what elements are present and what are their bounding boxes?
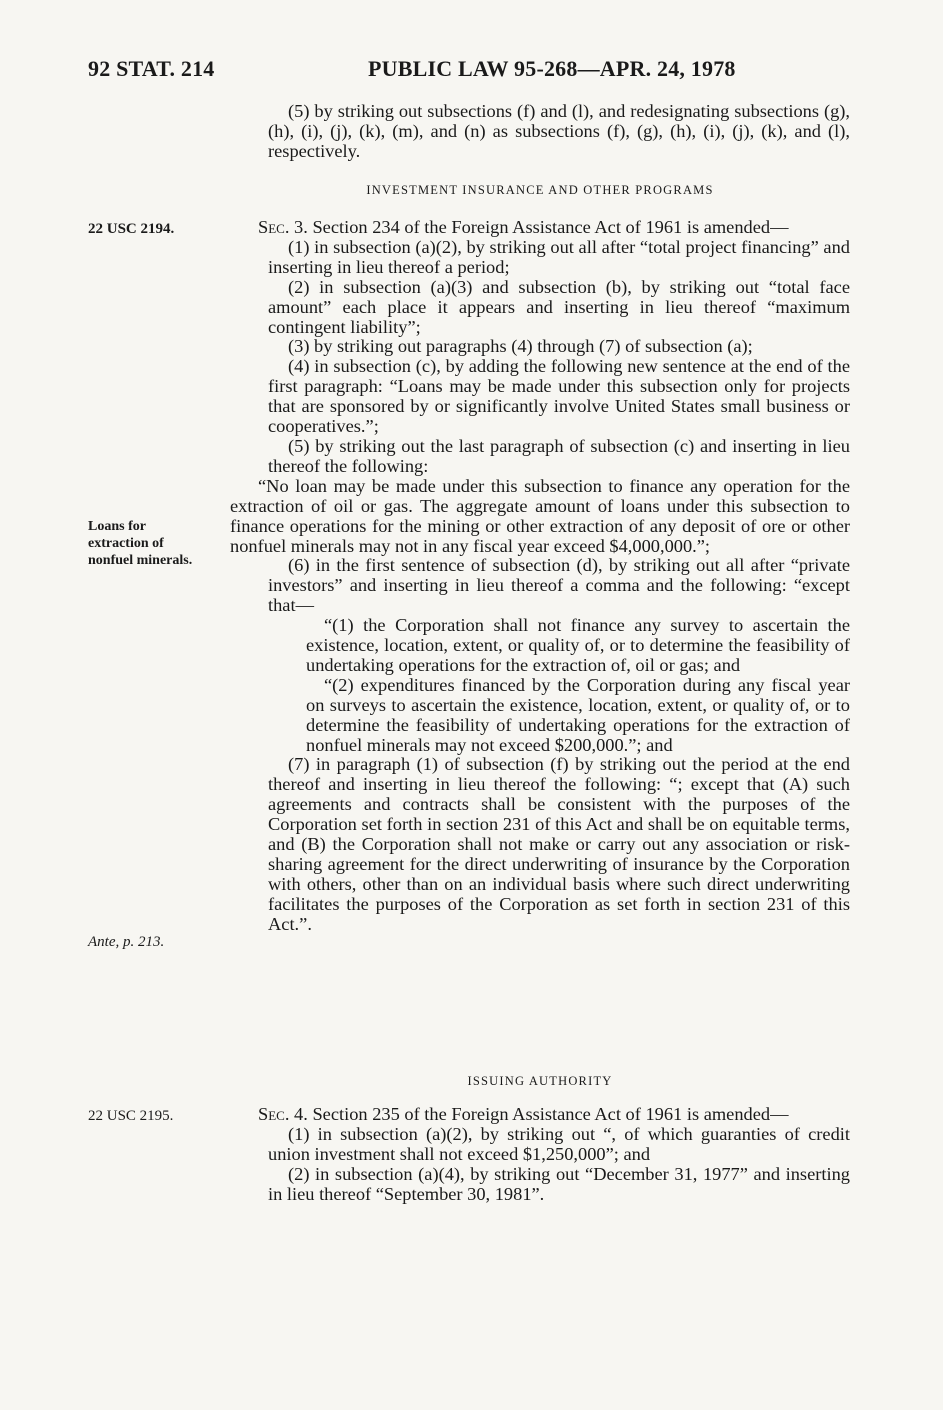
intro-paragraph-5: (5) by striking out subsections (f) and (l), and redesignating subsections (g), (h), (i), (j), (k), (m), and (n) as subsections (f), (g), (h), (i), (j), (k), and (l), respectively.: [268, 101, 850, 161]
section-3-item-4: (4) in subsection (c), by adding the following new sentence at the end of the first paragraph: “Loans may be made under this subsection only for projects that are sponsored by or significantly involve United States small business or cooperatives.”;: [268, 356, 850, 437]
section-3-item-2: (2) in subsection (a)(3) and subsection (b), by striking out “total face amount” each place it appears and inserting in lieu thereof “maximum contingent liability”;: [268, 276, 850, 337]
section-4-item-1: (1) in subsection (a)(2), by striking out “, of which guaranties of credit union investment shall not exceed $1,250,000”; and: [268, 1123, 850, 1164]
section-3-item-3: (3) by striking out paragraphs (4) through (7) of subsection (a);: [288, 336, 753, 357]
section-4-item-2: (2) in subsection (a)(4), by striking out “December 31, 1977” and inserting in lieu thereof “September 30, 1981”.: [268, 1163, 850, 1204]
section-3-label: Sec. 3.: [258, 217, 308, 237]
section-3-body: [230, 218, 850, 935]
stat-page-number: 92 STAT. 214: [88, 56, 215, 81]
section-3-item-1: (1) in subsection (a)(2), by striking out all after “total project financing” and inserting in lieu thereof a period;: [268, 236, 850, 277]
section-3-item-5: (5) by striking out the last paragraph of subsection (c) and inserting in lieu thereof the following:: [268, 435, 850, 476]
section-4-label: Sec. 4.: [258, 1104, 308, 1124]
margin-citation-2195: 22 USC 2195.: [88, 1108, 174, 1124]
margin-citation-2194: 22 USC 2194.: [88, 221, 175, 237]
section-4-lead: [230, 1105, 850, 1125]
section-3-quote: “No loan may be made under this subsection to finance any operation for the extraction of oil or gas. The aggregate amount of loans under this subsection to finance operations for the mining or other extraction of any deposit of ore or other nonfuel minerals may not in any fiscal year exceed $4,000,000.”;: [230, 475, 850, 556]
margin-note-ante: Ante, p. 213.: [88, 934, 165, 950]
section-4-body: [230, 1105, 850, 1205]
section-3-item-6: (6) in the first sentence of subsection (d), by striking out all after “private investors” and inserting in lieu thereof a comma and the following: “except that—: [268, 555, 850, 616]
running-header: PUBLIC LAW 95-268—APR. 24, 1978: [368, 56, 736, 81]
section-3-lead: [230, 218, 850, 238]
margin-note-loans: Loans for extraction of nonfuel minerals.: [88, 519, 193, 568]
section-3-heading: INVESTMENT INSURANCE AND OTHER PROGRAMS: [366, 183, 714, 197]
section-3-item-7: (7) in paragraph (1) of subsection (f) by striking out the period at the end thereof and inserting in lieu thereof the following: “; except that (A) such agreements and contracts shall be consistent with the purposes of the Corporation set forth in section 231 of this Act and shall be on equitable terms, and (B) the Corporation shall not make or carry out any association or risk-sharing agreement for the direct underwriting of insurance by the Corporation with others, other than on an individual basis where such direct underwriting facilitates the purposes of the Corporation as set forth in section 231 of this Act.”.: [268, 754, 850, 934]
section-3-lead-text: Section 234 of the Foreign Assistance Act of 1961 is amended—: [312, 217, 789, 237]
section-4-heading: ISSUING AUTHORITY: [467, 1074, 613, 1088]
section-3-sub-2: “(2) expenditures financed by the Corporation during any fiscal year on surveys to ascertain the existence, location, extent, or quality of, or to determine the feasibility of undertaking operations for the extraction of nonfuel minerals may not exceed $200,000.”; and: [306, 674, 850, 755]
section-4-lead-text: Section 235 of the Foreign Assistance Act of 1961 is amended—: [312, 1104, 789, 1124]
section-3-sub-1: “(1) the Corporation shall not finance any survey to ascertain the existence, location, extent, or quality of, or to determine the feasibility of undertaking operations for the extraction of, oil or gas; and: [306, 615, 850, 675]
intro-block: [230, 102, 850, 162]
